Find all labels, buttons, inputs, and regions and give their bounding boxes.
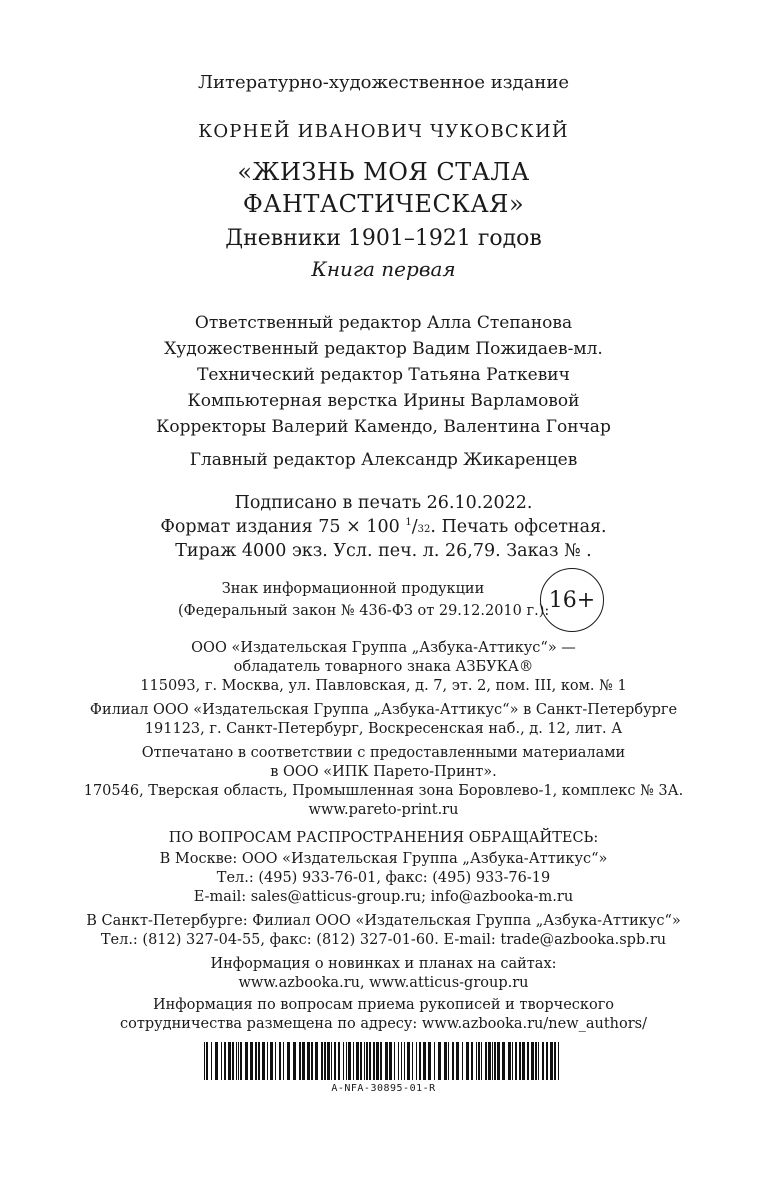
staff-executive-editor: Ответственный редактор Алла Степанова	[194, 313, 573, 333]
barcode-bar	[494, 1042, 496, 1080]
barcode-bar	[481, 1042, 482, 1080]
barcode-bar	[343, 1042, 344, 1080]
barcode-bar	[452, 1042, 454, 1080]
barcode	[204, 1042, 564, 1080]
barcode-bar	[554, 1042, 556, 1080]
barcode-bar	[550, 1042, 553, 1080]
publisher-name: ООО «Издательская Группа „Азбука-Аттикус“» —	[191, 640, 576, 656]
barcode-bar	[497, 1042, 500, 1080]
barcode-bar	[407, 1042, 410, 1080]
branch-name: Филиал ООО «Издательская Группа „Азбука-Аттикус“» в Санкт-Петербурге	[89, 702, 678, 718]
barcode-bar	[485, 1042, 487, 1080]
volume-label: Книга первая	[311, 257, 456, 281]
barcode-bar	[389, 1042, 392, 1080]
barcode-bar	[346, 1042, 347, 1080]
barcode-bar	[419, 1042, 421, 1080]
barcode-bar	[334, 1042, 336, 1080]
barcode-bar	[321, 1042, 323, 1080]
distribution-heading: ПО ВОПРОСАМ РАСПРОСТРАНЕНИЯ ОБРАЩАЙТЕСЬ:	[168, 830, 599, 846]
format-numerator: 1	[405, 517, 412, 529]
barcode-bar	[512, 1042, 513, 1080]
barcode-bar	[558, 1042, 559, 1080]
manuscripts-info: Информация по вопросам приема рукописей и творческого	[152, 997, 615, 1013]
format-denominator: 32	[417, 524, 431, 535]
barcode-bar	[293, 1042, 296, 1080]
news-info-label: Информация о новинках и планах на сайтах:	[210, 956, 557, 972]
staff-layout: Компьютерная верстка Ирины Варламовой	[187, 391, 580, 411]
barcode-bar	[538, 1042, 539, 1080]
branch-address: 191123, г. Санкт-Петербург, Воскресенская наб., д. 12, лит. А	[144, 721, 623, 737]
barcode-bar	[299, 1042, 301, 1080]
distribution-moscow-phone: Тел.: (495) 933-76-01, факс: (495) 933-76-19	[216, 870, 551, 886]
barcode-bar	[380, 1042, 382, 1080]
barcode-bar	[488, 1042, 491, 1080]
barcode-bar	[423, 1042, 426, 1080]
barcode-bar	[542, 1042, 544, 1080]
format-suffix: . Печать офсетная.	[430, 517, 607, 537]
barcode-bar	[385, 1042, 388, 1080]
barcode-bar	[338, 1042, 340, 1080]
edition-type: Литературно-художественное издание	[197, 72, 570, 93]
manuscripts-address: сотрудничества размещена по адресу: www.azbooka.ru/new_authors/	[120, 1016, 647, 1032]
barcode-bar	[315, 1042, 318, 1080]
barcode-bar	[255, 1042, 257, 1080]
barcode-bar	[211, 1042, 212, 1080]
barcode-bar	[508, 1042, 511, 1080]
barcode-bar	[204, 1042, 205, 1080]
barcode-bar	[444, 1042, 447, 1080]
barcode-bar	[250, 1042, 253, 1080]
barcode-bar	[398, 1042, 399, 1080]
barcode-bar	[373, 1042, 375, 1080]
barcode-bar	[466, 1042, 469, 1080]
barcode-bar	[546, 1042, 548, 1080]
staff-chief-editor: Главный редактор Александр Жикаренцев	[189, 450, 578, 470]
age-rating-law: (Федеральный закон № 436-ФЗ от 29.12.2010 г.):	[178, 603, 550, 619]
staff-art-editor: Художественный редактор Вадим Пожидаев-мл.	[164, 339, 603, 359]
barcode-bar	[476, 1042, 477, 1080]
barcode-bar	[215, 1042, 218, 1080]
barcode-bar	[262, 1042, 265, 1080]
barcode-bar	[527, 1042, 529, 1080]
distribution-spb-contacts: Тел.: (812) 327-04-55, факс: (812) 327-01-60. E-mail: trade@azbooka.spb.ru	[100, 932, 667, 948]
staff-technical-editor: Технический редактор Татьяна Раткевич	[197, 365, 570, 385]
barcode-bar	[324, 1042, 326, 1080]
print-circulation: Тираж 4000 экз. Усл. печ. л. 26,79. Заказ № .	[175, 541, 592, 561]
barcode-bar	[502, 1042, 505, 1080]
barcode-bar	[394, 1042, 395, 1080]
barcode-bar	[492, 1042, 493, 1080]
barcode-bar	[428, 1042, 431, 1080]
barcode-bar	[478, 1042, 480, 1080]
barcode-bar	[404, 1042, 405, 1080]
barcode-bar	[535, 1042, 537, 1080]
barcode-bar	[287, 1042, 290, 1080]
barcode-bar	[376, 1042, 379, 1080]
barcode-bar	[327, 1042, 330, 1080]
news-websites: www.azbooka.ru, www.atticus-group.ru	[238, 975, 529, 991]
barcode-bar	[531, 1042, 534, 1080]
format-slash: /	[411, 517, 418, 537]
distribution-moscow: В Москве: ООО «Издательская Группа „Азбука-Аттикус“»	[159, 851, 608, 867]
print-format	[0, 517, 767, 537]
barcode-bar	[283, 1042, 284, 1080]
barcode-bar	[331, 1042, 332, 1080]
printer-name: в ООО «ИПК Парето-Принт».	[270, 764, 497, 780]
barcode-bar	[416, 1042, 417, 1080]
barcode-bar	[238, 1042, 239, 1080]
printer-website: www.pareto-print.ru	[308, 802, 459, 818]
barcode-bar	[369, 1042, 371, 1080]
barcode-bar	[366, 1042, 368, 1080]
printer-address: 170546, Тверская область, Промышленная зона Боровлево-1, комплекс № 3А.	[83, 783, 684, 799]
barcode-bar	[434, 1042, 435, 1080]
barcode-bar	[224, 1042, 226, 1080]
barcode-bar	[438, 1042, 441, 1080]
format-prefix: Формат издания 75 × 100	[160, 517, 406, 537]
barcode-bar	[456, 1042, 459, 1080]
barcode-bar	[307, 1042, 310, 1080]
barcode-bar	[519, 1042, 521, 1080]
barcode-bar	[267, 1042, 268, 1080]
print-signed-date: Подписано в печать 26.10.2022.	[234, 493, 533, 513]
barcode-bar	[302, 1042, 305, 1080]
barcode-bar	[364, 1042, 365, 1080]
barcode-bar	[471, 1042, 473, 1080]
barcode-bar	[448, 1042, 449, 1080]
publisher-trademark: обладатель товарного знака АЗБУКА®	[233, 659, 534, 675]
distribution-moscow-email: E-mail: sales@atticus-group.ru; info@azbooka-m.ru	[193, 889, 574, 905]
barcode-bar	[401, 1042, 402, 1080]
barcode-bar	[270, 1042, 273, 1080]
barcode-bar	[232, 1042, 234, 1080]
age-rating-label: Знак информационной продукции	[221, 581, 485, 597]
barcode-bar	[311, 1042, 313, 1080]
barcode-bar	[356, 1042, 359, 1080]
printer-note: Отпечатано в соответствии с предоставленными материалами	[141, 745, 626, 761]
barcode-bar	[360, 1042, 362, 1080]
barcode-bar	[236, 1042, 237, 1080]
distribution-spb: В Санкт-Петербурге: Филиал ООО «Издательская Группа „Азбука-Аттикус“»	[86, 913, 681, 929]
publisher-address: 115093, г. Москва, ул. Павловская, д. 7, эт. 2, пом. III, ком. № 1	[140, 678, 627, 694]
barcode-bar	[206, 1042, 208, 1080]
barcode-bar	[258, 1042, 260, 1080]
barcode-bar	[275, 1042, 276, 1080]
book-subtitle: Дневники 1901–1921 годов	[225, 226, 542, 251]
barcode-bar	[221, 1042, 222, 1080]
barcode-bar	[462, 1042, 463, 1080]
book-title-line-1: «ЖИЗНЬ МОЯ СТАЛА	[237, 158, 530, 186]
barcode-bar	[240, 1042, 242, 1080]
barcode-bar	[348, 1042, 351, 1080]
barcode-code: A-NFA-30895-01-R	[331, 1083, 436, 1094]
barcode-bar	[245, 1042, 248, 1080]
barcode-bar	[412, 1042, 413, 1080]
age-rating-badge: 16+	[540, 568, 604, 632]
book-title-line-2: ФАНТАСТИЧЕСКАЯ»	[242, 190, 525, 218]
barcode-bar	[279, 1042, 281, 1080]
barcode-bar	[522, 1042, 525, 1080]
barcode-bar	[353, 1042, 354, 1080]
author-name: КОРНЕЙ ИВАНОВИЧ ЧУКОВСКИЙ	[198, 121, 569, 142]
barcode-bar	[515, 1042, 517, 1080]
staff-proofreaders: Корректоры Валерий Каменд‍о, Валентина Гончар	[156, 417, 611, 437]
barcode-bar	[228, 1042, 231, 1080]
